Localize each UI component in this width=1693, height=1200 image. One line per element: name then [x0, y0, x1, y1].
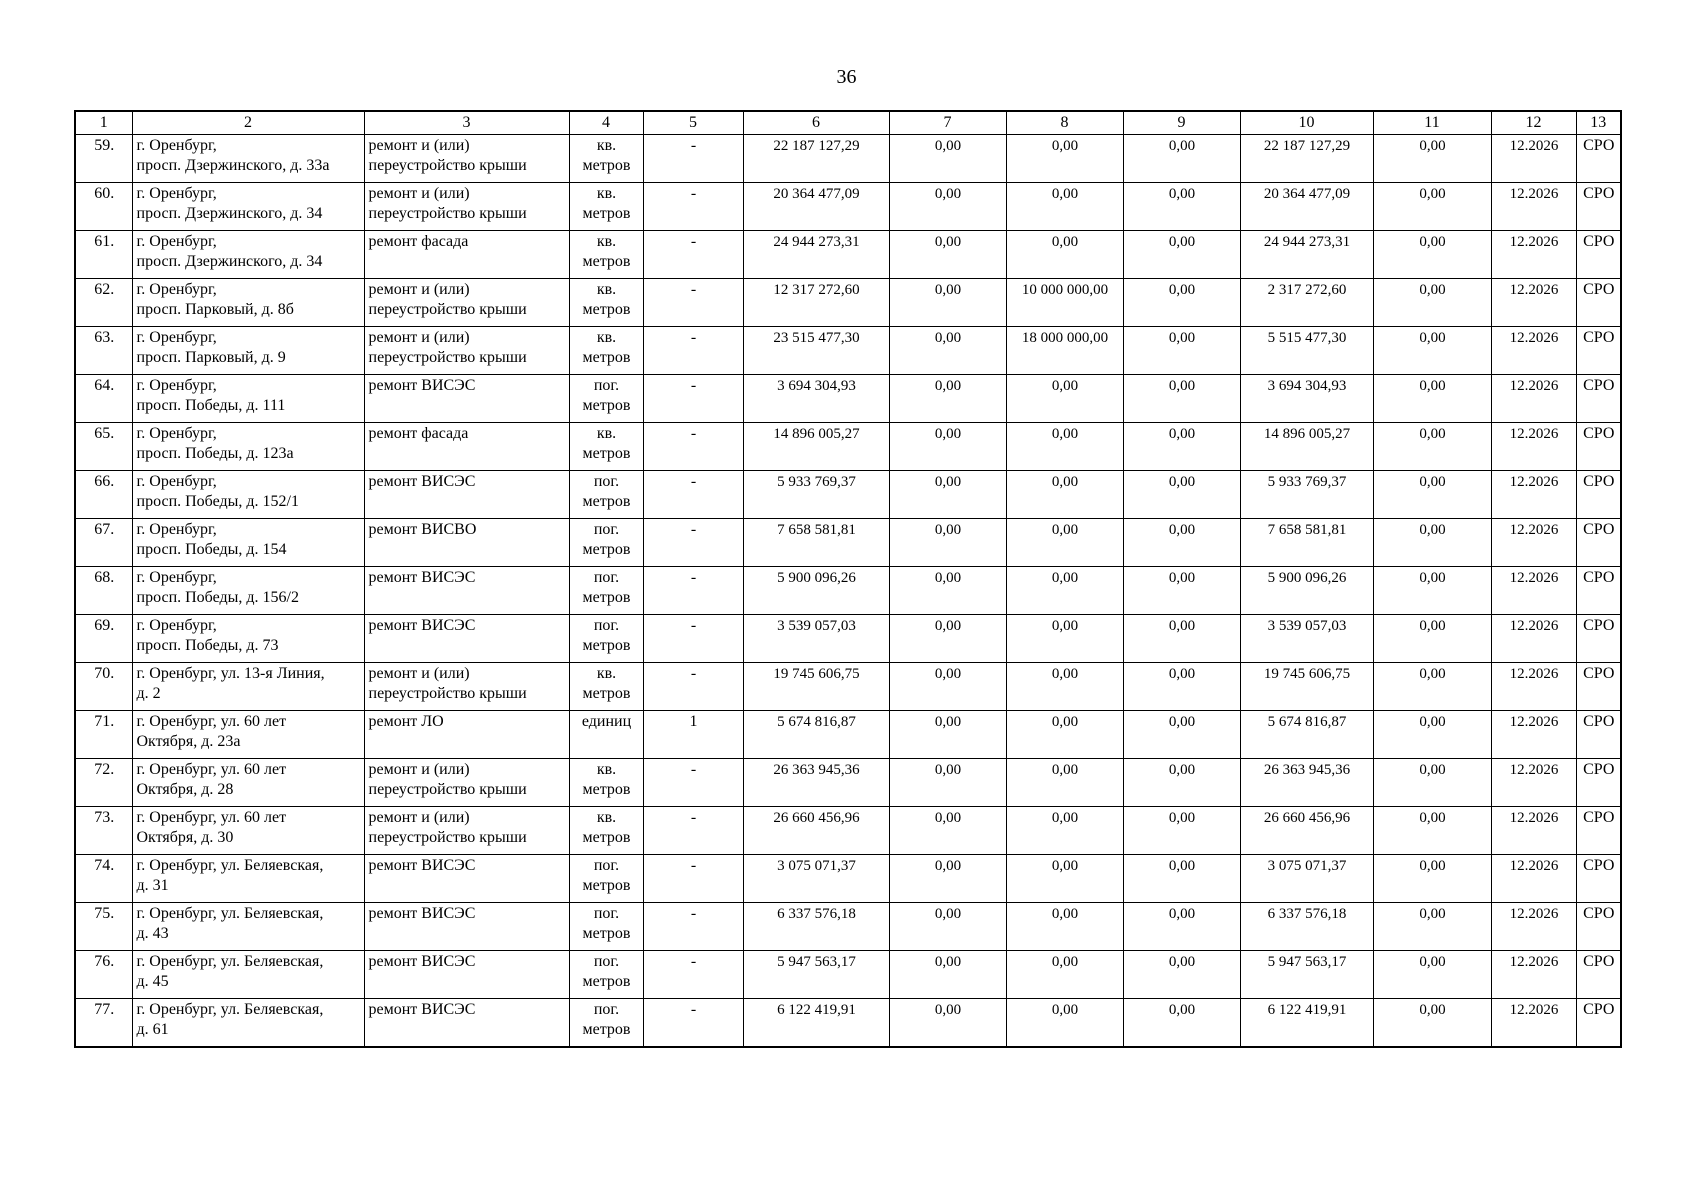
- cell-work-type: ремонт фасада: [364, 423, 569, 471]
- cell-work-type: ремонт и (или) переустройство крыши: [364, 663, 569, 711]
- cell-fund-federal: 0,00: [889, 423, 1006, 471]
- cell-fund-other: 0,00: [1373, 615, 1491, 663]
- cell-work-type: ремонт ВИСЭС: [364, 903, 569, 951]
- cell-fund-local: 0,00: [1123, 999, 1240, 1047]
- cell-fund-local: 0,00: [1123, 519, 1240, 567]
- cell-fund-local: 0,00: [1123, 183, 1240, 231]
- cell-fund-owners: 19 745 606,75: [1240, 663, 1373, 711]
- column-header-5: 5: [643, 111, 743, 135]
- cell-fund-other: 0,00: [1373, 183, 1491, 231]
- cell-row-number: 76.: [75, 951, 132, 999]
- column-header-9: 9: [1123, 111, 1240, 135]
- cell-total-cost: 23 515 477,30: [743, 327, 889, 375]
- cell-fund-other: 0,00: [1373, 231, 1491, 279]
- column-header-2: 2: [132, 111, 364, 135]
- cell-fund-owners: 3 539 057,03: [1240, 615, 1373, 663]
- table-row: [75, 903, 1621, 951]
- cell-unit: единиц: [569, 711, 643, 759]
- table-row: [75, 135, 1621, 183]
- cell-row-number: 61.: [75, 231, 132, 279]
- cell-fund-regional: 0,00: [1006, 231, 1123, 279]
- table-row: [75, 519, 1621, 567]
- cell-total-cost: 19 745 606,75: [743, 663, 889, 711]
- cell-fund-local: 0,00: [1123, 231, 1240, 279]
- cell-unit: пог. метров: [569, 903, 643, 951]
- cell-row-number: 71.: [75, 711, 132, 759]
- cell-work-type: ремонт фасада: [364, 231, 569, 279]
- cell-work-type: ремонт и (или) переустройство крыши: [364, 135, 569, 183]
- cell-total-cost: 6 122 419,91: [743, 999, 889, 1047]
- cell-deadline: 12.2026: [1491, 567, 1576, 615]
- cell-executor: СРО: [1576, 135, 1621, 183]
- cell-address: г. Оренбург, просп. Дзержинского, д. 34: [132, 183, 364, 231]
- cell-quantity: -: [643, 855, 743, 903]
- cell-fund-owners: 5 947 563,17: [1240, 951, 1373, 999]
- cell-fund-regional: 0,00: [1006, 999, 1123, 1047]
- cell-address: г. Оренбург, просп. Дзержинского, д. 34: [132, 231, 364, 279]
- cell-fund-federal: 0,00: [889, 999, 1006, 1047]
- table-row: [75, 663, 1621, 711]
- cell-address: г. Оренбург, просп. Победы, д. 73: [132, 615, 364, 663]
- cell-quantity: -: [643, 807, 743, 855]
- cell-fund-federal: 0,00: [889, 663, 1006, 711]
- column-header-6: 6: [743, 111, 889, 135]
- cell-fund-regional: 0,00: [1006, 759, 1123, 807]
- cell-executor: СРО: [1576, 375, 1621, 423]
- cell-fund-owners: 2 317 272,60: [1240, 279, 1373, 327]
- cell-deadline: 12.2026: [1491, 759, 1576, 807]
- cell-fund-other: 0,00: [1373, 327, 1491, 375]
- cell-fund-regional: 0,00: [1006, 423, 1123, 471]
- table-body: [75, 135, 1621, 1047]
- cell-unit: пог. метров: [569, 615, 643, 663]
- cell-address: г. Оренбург, просп. Парковый, д. 8б: [132, 279, 364, 327]
- cell-deadline: 12.2026: [1491, 999, 1576, 1047]
- cell-work-type: ремонт ВИСЭС: [364, 471, 569, 519]
- cell-row-number: 70.: [75, 663, 132, 711]
- cell-executor: СРО: [1576, 279, 1621, 327]
- cell-work-type: ремонт и (или) переустройство крыши: [364, 759, 569, 807]
- cell-fund-owners: 5 515 477,30: [1240, 327, 1373, 375]
- cell-fund-other: 0,00: [1373, 567, 1491, 615]
- table-row: [75, 711, 1621, 759]
- cell-total-cost: 5 933 769,37: [743, 471, 889, 519]
- cell-fund-owners: 7 658 581,81: [1240, 519, 1373, 567]
- cell-fund-regional: 0,00: [1006, 711, 1123, 759]
- cell-fund-owners: 26 660 456,96: [1240, 807, 1373, 855]
- cell-address: г. Оренбург, просп. Победы, д. 152/1: [132, 471, 364, 519]
- table-row: [75, 183, 1621, 231]
- table-row: [75, 951, 1621, 999]
- cell-fund-owners: 5 674 816,87: [1240, 711, 1373, 759]
- cell-address: г. Оренбург, ул. Беляевская, д. 31: [132, 855, 364, 903]
- cell-unit: пог. метров: [569, 519, 643, 567]
- cell-fund-regional: 0,00: [1006, 855, 1123, 903]
- cell-row-number: 59.: [75, 135, 132, 183]
- cell-fund-owners: 22 187 127,29: [1240, 135, 1373, 183]
- cell-work-type: ремонт ВИСВО: [364, 519, 569, 567]
- cell-deadline: 12.2026: [1491, 663, 1576, 711]
- cell-executor: СРО: [1576, 471, 1621, 519]
- cell-fund-other: 0,00: [1373, 519, 1491, 567]
- cell-address: г. Оренбург, ул. 60 лет Октября, д. 28: [132, 759, 364, 807]
- cell-fund-owners: 24 944 273,31: [1240, 231, 1373, 279]
- cell-total-cost: 6 337 576,18: [743, 903, 889, 951]
- cell-quantity: -: [643, 663, 743, 711]
- cell-unit: кв. метров: [569, 807, 643, 855]
- cell-quantity: -: [643, 183, 743, 231]
- cell-executor: СРО: [1576, 663, 1621, 711]
- cell-fund-owners: 20 364 477,09: [1240, 183, 1373, 231]
- cell-executor: СРО: [1576, 711, 1621, 759]
- cell-fund-other: 0,00: [1373, 135, 1491, 183]
- cell-address: г. Оренбург, просп. Победы, д. 156/2: [132, 567, 364, 615]
- cell-work-type: ремонт ВИСЭС: [364, 855, 569, 903]
- cell-deadline: 12.2026: [1491, 903, 1576, 951]
- cell-fund-local: 0,00: [1123, 567, 1240, 615]
- cell-fund-regional: 0,00: [1006, 663, 1123, 711]
- cell-fund-local: 0,00: [1123, 327, 1240, 375]
- cell-work-type: ремонт ВИСЭС: [364, 375, 569, 423]
- cell-deadline: 12.2026: [1491, 423, 1576, 471]
- cell-fund-local: 0,00: [1123, 855, 1240, 903]
- cell-fund-local: 0,00: [1123, 135, 1240, 183]
- cell-fund-regional: 18 000 000,00: [1006, 327, 1123, 375]
- cell-work-type: ремонт и (или) переустройство крыши: [364, 807, 569, 855]
- cell-unit: кв. метров: [569, 183, 643, 231]
- cell-deadline: 12.2026: [1491, 375, 1576, 423]
- table-row: [75, 279, 1621, 327]
- cell-unit: кв. метров: [569, 663, 643, 711]
- cell-work-type: ремонт ВИСЭС: [364, 567, 569, 615]
- cell-fund-other: 0,00: [1373, 951, 1491, 999]
- cell-fund-other: 0,00: [1373, 423, 1491, 471]
- cell-fund-local: 0,00: [1123, 471, 1240, 519]
- cell-quantity: -: [643, 519, 743, 567]
- cell-fund-other: 0,00: [1373, 375, 1491, 423]
- cell-executor: СРО: [1576, 231, 1621, 279]
- cell-executor: СРО: [1576, 951, 1621, 999]
- cell-fund-regional: 0,00: [1006, 375, 1123, 423]
- cell-fund-federal: 0,00: [889, 135, 1006, 183]
- table-row: [75, 423, 1621, 471]
- cell-fund-local: 0,00: [1123, 903, 1240, 951]
- cell-quantity: -: [643, 951, 743, 999]
- table-row: [75, 855, 1621, 903]
- cell-deadline: 12.2026: [1491, 615, 1576, 663]
- cell-unit: кв. метров: [569, 135, 643, 183]
- cell-fund-other: 0,00: [1373, 855, 1491, 903]
- cell-executor: СРО: [1576, 567, 1621, 615]
- cell-address: г. Оренбург, ул. Беляевская, д. 61: [132, 999, 364, 1047]
- cell-executor: СРО: [1576, 615, 1621, 663]
- cell-row-number: 66.: [75, 471, 132, 519]
- cell-fund-federal: 0,00: [889, 471, 1006, 519]
- cell-fund-federal: 0,00: [889, 519, 1006, 567]
- table-row: [75, 567, 1621, 615]
- table-row: [75, 471, 1621, 519]
- cell-row-number: 64.: [75, 375, 132, 423]
- table-row: [75, 375, 1621, 423]
- cell-row-number: 63.: [75, 327, 132, 375]
- cell-quantity: -: [643, 231, 743, 279]
- cell-fund-other: 0,00: [1373, 999, 1491, 1047]
- column-header-4: 4: [569, 111, 643, 135]
- cell-deadline: 12.2026: [1491, 807, 1576, 855]
- cell-row-number: 74.: [75, 855, 132, 903]
- column-header-12: 12: [1491, 111, 1576, 135]
- cell-unit: кв. метров: [569, 279, 643, 327]
- cell-work-type: ремонт и (или) переустройство крыши: [364, 327, 569, 375]
- cell-quantity: -: [643, 471, 743, 519]
- cell-deadline: 12.2026: [1491, 231, 1576, 279]
- cell-total-cost: 22 187 127,29: [743, 135, 889, 183]
- cell-fund-federal: 0,00: [889, 567, 1006, 615]
- cell-fund-federal: 0,00: [889, 615, 1006, 663]
- cell-fund-regional: 0,00: [1006, 471, 1123, 519]
- cell-unit: пог. метров: [569, 951, 643, 999]
- cell-fund-owners: 14 896 005,27: [1240, 423, 1373, 471]
- cell-fund-federal: 0,00: [889, 183, 1006, 231]
- cell-deadline: 12.2026: [1491, 135, 1576, 183]
- cell-row-number: 72.: [75, 759, 132, 807]
- cell-unit: пог. метров: [569, 999, 643, 1047]
- cell-fund-owners: 5 933 769,37: [1240, 471, 1373, 519]
- cell-fund-other: 0,00: [1373, 663, 1491, 711]
- cell-executor: СРО: [1576, 423, 1621, 471]
- cell-executor: СРО: [1576, 183, 1621, 231]
- cell-deadline: 12.2026: [1491, 183, 1576, 231]
- cell-fund-local: 0,00: [1123, 663, 1240, 711]
- column-header-1: 1: [75, 111, 132, 135]
- cell-fund-federal: 0,00: [889, 759, 1006, 807]
- cell-work-type: ремонт и (или) переустройство крыши: [364, 279, 569, 327]
- cell-unit: кв. метров: [569, 327, 643, 375]
- cell-fund-regional: 0,00: [1006, 951, 1123, 999]
- cell-row-number: 65.: [75, 423, 132, 471]
- cell-fund-federal: 0,00: [889, 951, 1006, 999]
- table-row: [75, 231, 1621, 279]
- cell-row-number: 67.: [75, 519, 132, 567]
- cell-fund-local: 0,00: [1123, 615, 1240, 663]
- column-header-11: 11: [1373, 111, 1491, 135]
- works-table: [74, 110, 1622, 1048]
- cell-fund-federal: 0,00: [889, 279, 1006, 327]
- cell-fund-owners: 3 075 071,37: [1240, 855, 1373, 903]
- table-row: [75, 327, 1621, 375]
- cell-total-cost: 3 075 071,37: [743, 855, 889, 903]
- cell-deadline: 12.2026: [1491, 951, 1576, 999]
- cell-fund-regional: 0,00: [1006, 519, 1123, 567]
- cell-fund-local: 0,00: [1123, 375, 1240, 423]
- cell-fund-owners: 6 122 419,91: [1240, 999, 1373, 1047]
- cell-quantity: -: [643, 567, 743, 615]
- cell-fund-local: 0,00: [1123, 759, 1240, 807]
- cell-total-cost: 26 660 456,96: [743, 807, 889, 855]
- cell-fund-local: 0,00: [1123, 807, 1240, 855]
- cell-address: г. Оренбург, просп. Победы, д. 154: [132, 519, 364, 567]
- cell-fund-regional: 0,00: [1006, 807, 1123, 855]
- cell-quantity: -: [643, 759, 743, 807]
- cell-total-cost: 5 900 096,26: [743, 567, 889, 615]
- cell-fund-owners: 3 694 304,93: [1240, 375, 1373, 423]
- cell-row-number: 60.: [75, 183, 132, 231]
- cell-executor: СРО: [1576, 903, 1621, 951]
- cell-unit: кв. метров: [569, 759, 643, 807]
- cell-total-cost: 20 364 477,09: [743, 183, 889, 231]
- cell-row-number: 69.: [75, 615, 132, 663]
- cell-total-cost: 14 896 005,27: [743, 423, 889, 471]
- cell-address: г. Оренбург, ул. Беляевская, д. 45: [132, 951, 364, 999]
- cell-fund-other: 0,00: [1373, 759, 1491, 807]
- cell-fund-regional: 0,00: [1006, 903, 1123, 951]
- table-row: [75, 759, 1621, 807]
- cell-fund-owners: 26 363 945,36: [1240, 759, 1373, 807]
- cell-executor: СРО: [1576, 999, 1621, 1047]
- table-row: [75, 999, 1621, 1047]
- cell-fund-owners: 6 337 576,18: [1240, 903, 1373, 951]
- cell-fund-federal: 0,00: [889, 903, 1006, 951]
- cell-row-number: 77.: [75, 999, 132, 1047]
- cell-work-type: ремонт и (или) переустройство крыши: [364, 183, 569, 231]
- cell-fund-local: 0,00: [1123, 423, 1240, 471]
- cell-address: г. Оренбург, ул. Беляевская, д. 43: [132, 903, 364, 951]
- cell-address: г. Оренбург, просп. Парковый, д. 9: [132, 327, 364, 375]
- cell-deadline: 12.2026: [1491, 711, 1576, 759]
- cell-fund-local: 0,00: [1123, 951, 1240, 999]
- cell-fund-other: 0,00: [1373, 471, 1491, 519]
- cell-row-number: 75.: [75, 903, 132, 951]
- cell-address: г. Оренбург, просп. Победы, д. 123а: [132, 423, 364, 471]
- cell-total-cost: 26 363 945,36: [743, 759, 889, 807]
- cell-fund-owners: 5 900 096,26: [1240, 567, 1373, 615]
- cell-quantity: -: [643, 999, 743, 1047]
- cell-deadline: 12.2026: [1491, 519, 1576, 567]
- cell-total-cost: 3 694 304,93: [743, 375, 889, 423]
- cell-executor: СРО: [1576, 855, 1621, 903]
- cell-fund-local: 0,00: [1123, 279, 1240, 327]
- cell-executor: СРО: [1576, 759, 1621, 807]
- column-header-10: 10: [1240, 111, 1373, 135]
- cell-row-number: 62.: [75, 279, 132, 327]
- cell-deadline: 12.2026: [1491, 279, 1576, 327]
- cell-work-type: ремонт ЛО: [364, 711, 569, 759]
- cell-total-cost: 5 674 816,87: [743, 711, 889, 759]
- table-row: [75, 615, 1621, 663]
- cell-quantity: -: [643, 615, 743, 663]
- column-header-8: 8: [1006, 111, 1123, 135]
- column-header-3: 3: [364, 111, 569, 135]
- cell-deadline: 12.2026: [1491, 471, 1576, 519]
- cell-quantity: -: [643, 423, 743, 471]
- cell-unit: пог. метров: [569, 567, 643, 615]
- cell-address: г. Оренбург, просп. Победы, д. 111: [132, 375, 364, 423]
- cell-total-cost: 12 317 272,60: [743, 279, 889, 327]
- cell-executor: СРО: [1576, 327, 1621, 375]
- cell-unit: пог. метров: [569, 855, 643, 903]
- cell-quantity: -: [643, 375, 743, 423]
- page-number: 36: [836, 66, 857, 88]
- table-header-row: [75, 111, 1621, 135]
- cell-address: г. Оренбург, ул. 60 лет Октября, д. 23а: [132, 711, 364, 759]
- cell-row-number: 68.: [75, 567, 132, 615]
- cell-fund-regional: 0,00: [1006, 567, 1123, 615]
- cell-fund-other: 0,00: [1373, 279, 1491, 327]
- cell-fund-federal: 0,00: [889, 807, 1006, 855]
- cell-executor: СРО: [1576, 519, 1621, 567]
- table-row: [75, 807, 1621, 855]
- cell-address: г. Оренбург, ул. 13-я Линия, д. 2: [132, 663, 364, 711]
- cell-fund-regional: 0,00: [1006, 183, 1123, 231]
- cell-work-type: ремонт ВИСЭС: [364, 615, 569, 663]
- cell-fund-other: 0,00: [1373, 903, 1491, 951]
- column-header-7: 7: [889, 111, 1006, 135]
- cell-row-number: 73.: [75, 807, 132, 855]
- cell-total-cost: 3 539 057,03: [743, 615, 889, 663]
- cell-fund-federal: 0,00: [889, 711, 1006, 759]
- cell-address: г. Оренбург, просп. Дзержинского, д. 33а: [132, 135, 364, 183]
- cell-quantity: -: [643, 279, 743, 327]
- cell-executor: СРО: [1576, 807, 1621, 855]
- cell-work-type: ремонт ВИСЭС: [364, 951, 569, 999]
- cell-fund-federal: 0,00: [889, 855, 1006, 903]
- cell-quantity: -: [643, 327, 743, 375]
- cell-unit: пог. метров: [569, 375, 643, 423]
- cell-quantity: -: [643, 135, 743, 183]
- cell-fund-other: 0,00: [1373, 711, 1491, 759]
- cell-fund-local: 0,00: [1123, 711, 1240, 759]
- cell-total-cost: 5 947 563,17: [743, 951, 889, 999]
- cell-fund-regional: 0,00: [1006, 615, 1123, 663]
- cell-fund-regional: 10 000 000,00: [1006, 279, 1123, 327]
- cell-fund-other: 0,00: [1373, 807, 1491, 855]
- cell-fund-regional: 0,00: [1006, 135, 1123, 183]
- cell-deadline: 12.2026: [1491, 327, 1576, 375]
- column-header-13: 13: [1576, 111, 1621, 135]
- cell-deadline: 12.2026: [1491, 855, 1576, 903]
- cell-unit: кв. метров: [569, 231, 643, 279]
- cell-fund-federal: 0,00: [889, 231, 1006, 279]
- cell-unit: кв. метров: [569, 423, 643, 471]
- cell-quantity: -: [643, 903, 743, 951]
- cell-fund-federal: 0,00: [889, 375, 1006, 423]
- cell-total-cost: 7 658 581,81: [743, 519, 889, 567]
- cell-fund-federal: 0,00: [889, 327, 1006, 375]
- cell-quantity: 1: [643, 711, 743, 759]
- cell-unit: пог. метров: [569, 471, 643, 519]
- cell-total-cost: 24 944 273,31: [743, 231, 889, 279]
- cell-address: г. Оренбург, ул. 60 лет Октября, д. 30: [132, 807, 364, 855]
- cell-work-type: ремонт ВИСЭС: [364, 999, 569, 1047]
